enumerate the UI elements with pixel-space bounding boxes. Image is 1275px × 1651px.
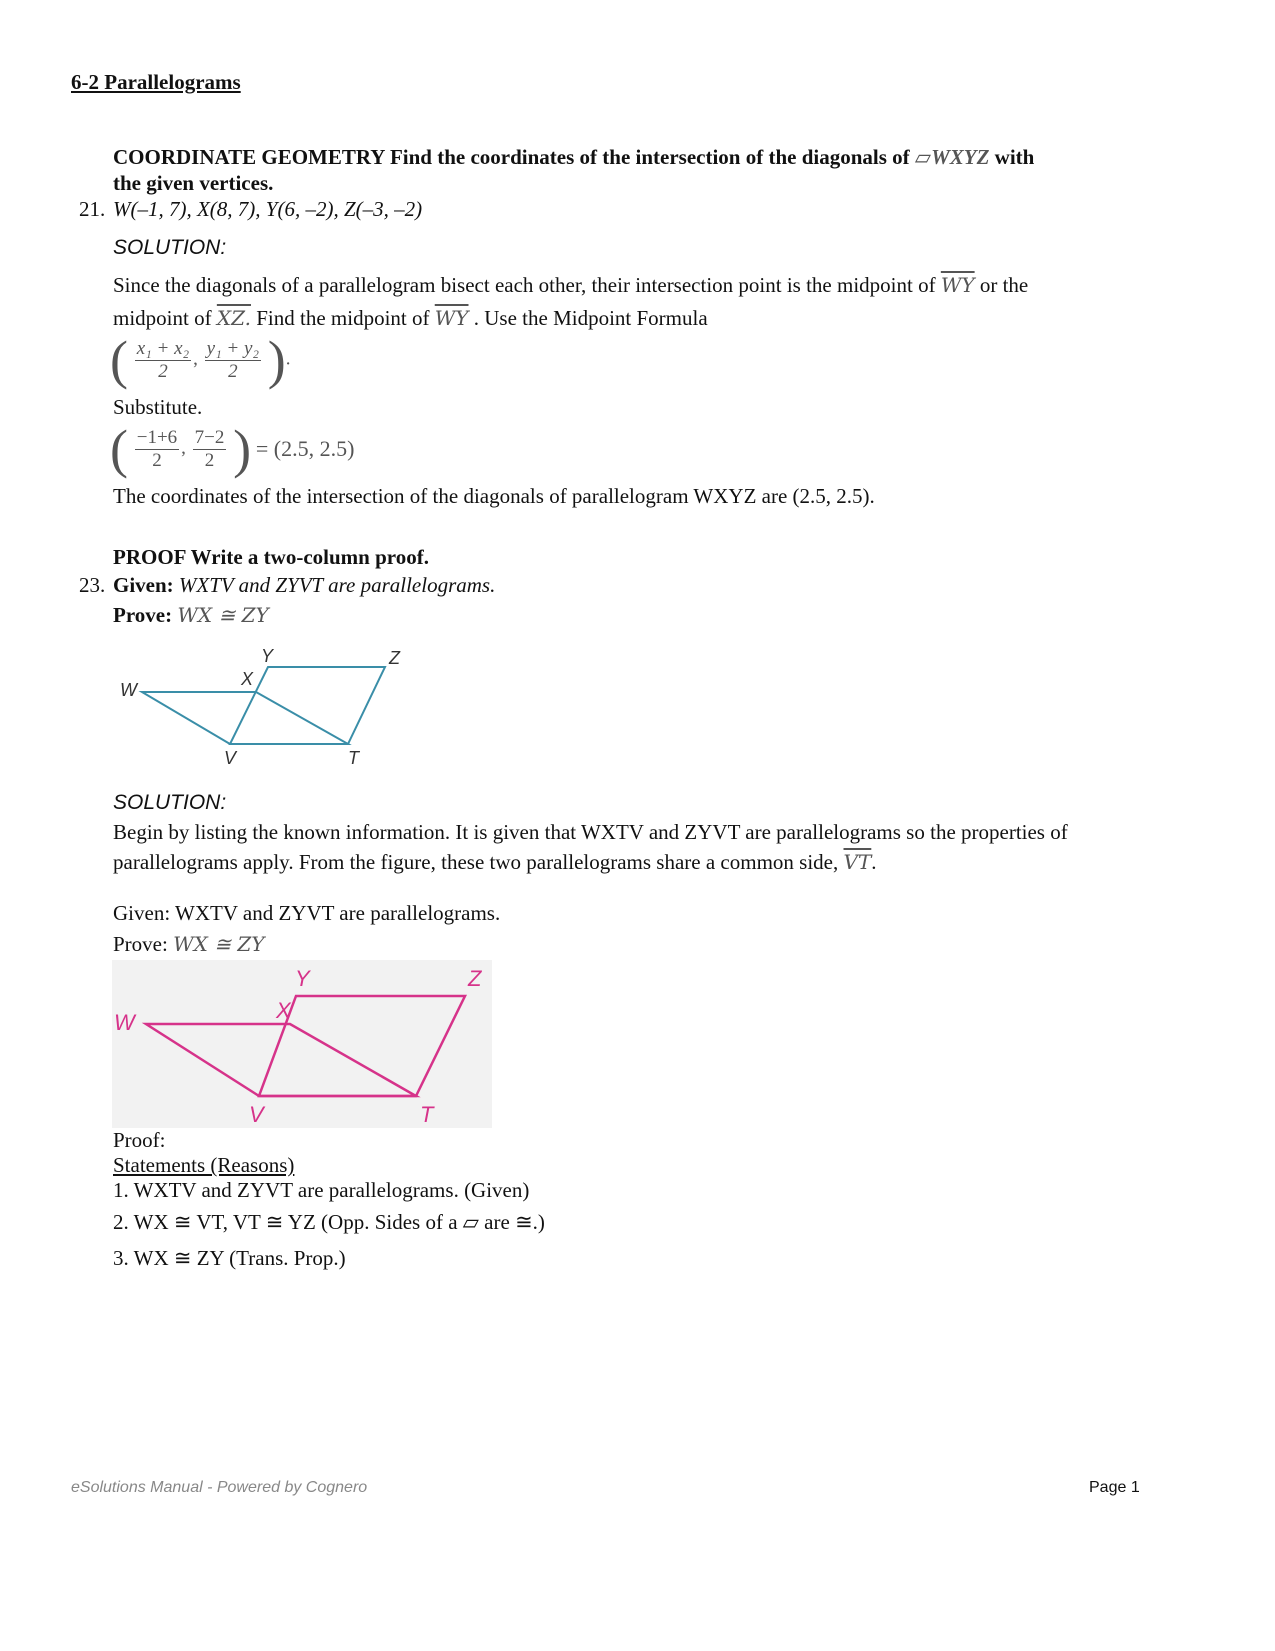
denominator: 2 [158,360,168,382]
solution-21-line2 [113,306,708,331]
heading-text: COORDINATE GEOMETRY Find the coordinates of the intersection of the diagonals of [113,145,910,169]
prove-restated [113,932,264,957]
problem-23-given [113,573,495,598]
segment-xz: XZ. [216,306,251,330]
problem-23-number: 23. [79,573,106,597]
label-v: V [249,1102,264,1127]
label-w: W [120,680,137,700]
fraction-x [135,427,179,472]
text: . [871,850,877,874]
numerator: y₁ + y₂ [206,337,260,359]
page-number: Page 1 [1089,1479,1140,1496]
parallelogram-figure-2 [112,960,492,1128]
left-paren: ( [110,330,128,390]
solution-label-21: SOLUTION: [113,236,227,259]
prove-text: WX ≅ ZY [177,603,269,627]
numerator: 7−2 [194,426,225,448]
problem-23-prove [113,603,269,628]
fraction-y [205,338,261,383]
page-title: 6-2 Parallelograms [71,70,241,94]
footer-credit: eSolutions Manual - Powered by Cognero [71,1479,368,1496]
fraction-x [135,338,191,383]
solution-23-line1: Begin by listing the known information. It is given that WXTV and ZYVT are parallelograms so the properties of [113,820,1068,844]
label-t: T [348,748,359,768]
text: parallelograms apply. From the figure, these two parallelograms share a common side, [113,850,839,874]
text: midpoint of [113,306,212,330]
proof-step-2: 2. WX ≅ VT, VT ≅ YZ (Opp. Sides of a ▱ are ≅.) [113,1210,545,1234]
label-z: Z [468,966,482,991]
left-paren: ( [110,419,128,479]
numerator: x₁ + x₂ [136,337,190,359]
numerator: −1+6 [136,426,178,448]
denominator: 2 [152,449,162,471]
denominator: 2 [204,449,215,471]
conclusion-21: The coordinates of the intersection of the diagonals of parallelogram WXYZ are (2.5, 2.5). [113,484,875,508]
label-x: X [241,669,254,689]
calc-result: = (2.5, 2.5) [255,436,355,461]
right-paren: ) [267,330,286,390]
solution-23-line2 [113,850,877,875]
parallelogram-figure-1 [110,640,420,770]
given-restated: Given: WXTV and ZYVT are parallelograms. [113,901,501,925]
segment-wy: $\overline{WY}$ [940,273,975,297]
text: or the [979,273,1029,297]
proof-label: Proof: [113,1128,166,1152]
prove-text: WX ≅ ZY [173,932,265,956]
midpoint-formula: ( $\frac{\text{x₁ + x₂}}{2}$ , $\frac{\text{y₁ + y₂}}{2}$ ). [110,330,291,390]
text: . Use the Midpoint Formula [473,306,708,330]
given-label: Given: [113,573,174,597]
right-paren: ) [233,419,252,479]
substitute-text: Substitute. [113,395,203,419]
section-heading-coordinate-geometry [113,144,1034,170]
text: Find the midpoint of [256,306,430,330]
label-z: Z [389,648,400,668]
label-v: V [224,748,237,768]
prove-label: Prove: [113,603,173,627]
label-t: T [420,1102,434,1127]
segment-vt: $\overline{VT}$ [843,850,872,874]
heading-with: with [994,145,1035,169]
text: Since the diagonals of a parallelogram bisect each other, their intersection point is the midpoint of [113,273,936,297]
label-w: W [114,1010,135,1035]
parallelogram-wxyz-label: ▱WXYZ [914,145,990,169]
fraction-y [193,427,227,472]
midpoint-calculation: ( $\frac{-1+6}{2}$ , $\frac{7-2}{2}$ ) = (2.5, 2.5) [110,419,355,479]
solution-21-line1 [113,273,1028,298]
problem-21-vertices: W(–1, 7), X(8, 7), Y(6, –2), Z(–3, –2) [113,197,423,221]
proof-step-1: 1. WXTV and ZYVT are parallelograms. (Given) [113,1178,530,1202]
denominator: 2 [228,360,238,382]
label-x: X [276,998,291,1023]
prove-label: Prove: [113,932,168,956]
problem-21-number: 21. [79,197,106,221]
proof-step-3: 3. WX ≅ ZY (Trans. Prop.) [113,1246,346,1270]
given-text: WXTV and ZYVT are parallelograms. [178,573,496,597]
label-y: Y [261,646,274,666]
segment-wy: $\overline{WY}$ [434,306,469,330]
parallelogram-zyvt [230,667,385,744]
label-y: Y [295,966,310,991]
section-heading-line2: the given vertices. [113,171,274,195]
parallelogram-wxtv [142,692,348,744]
statements-label: Statements (Reasons) [113,1153,295,1177]
section-heading-proof: PROOF Write a two-column proof. [113,545,429,569]
solution-label-23: SOLUTION: [113,791,227,814]
